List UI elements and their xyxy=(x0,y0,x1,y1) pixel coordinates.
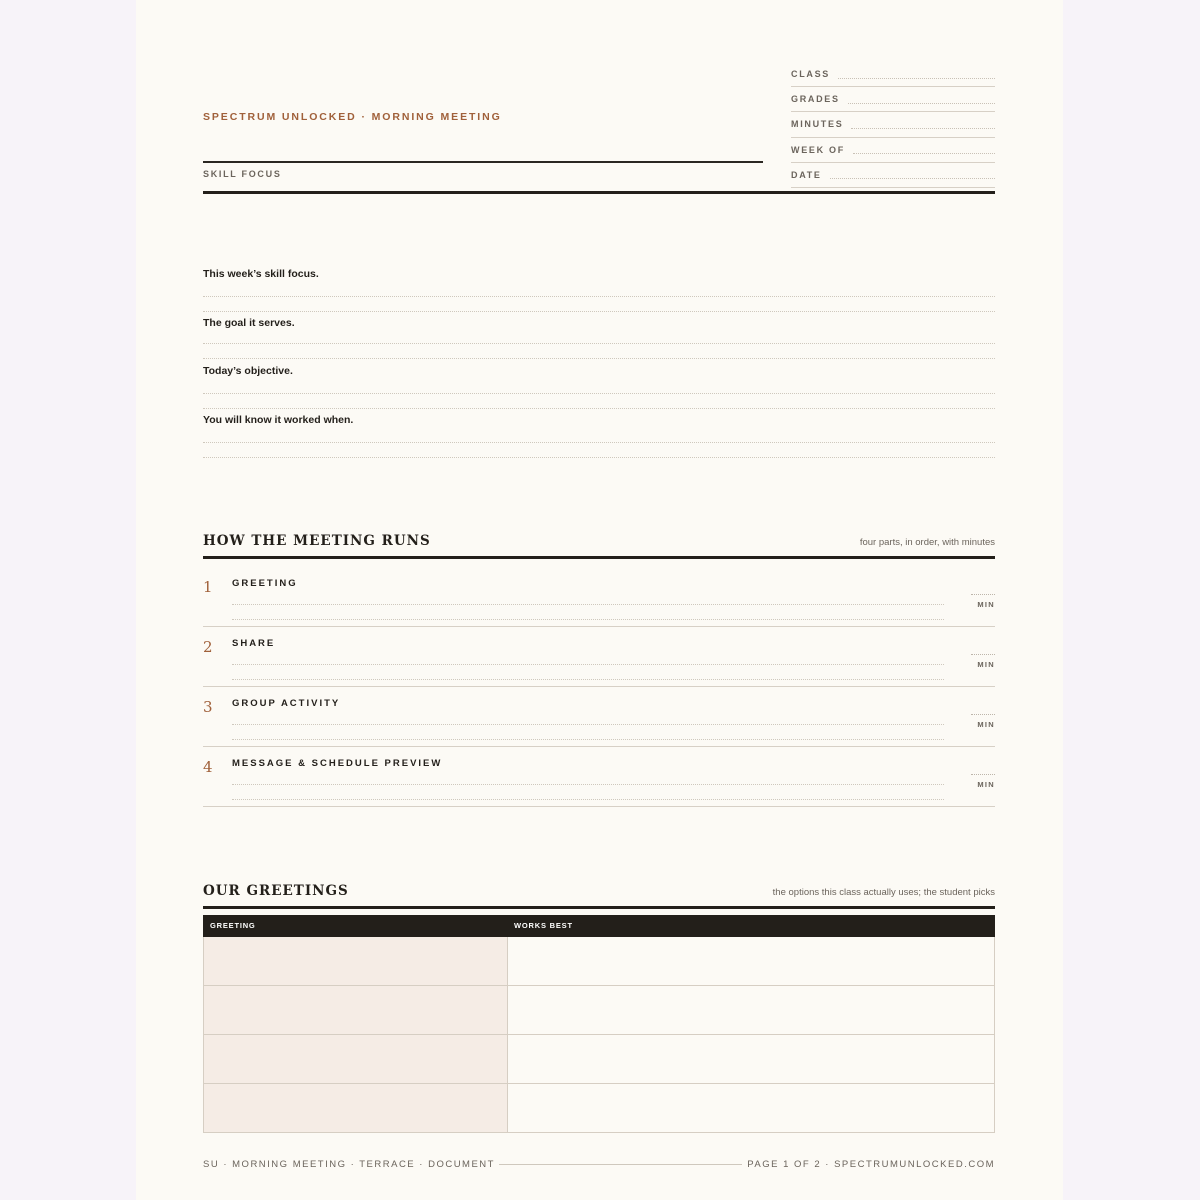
table-row xyxy=(203,1084,995,1133)
prompt-goal[interactable] xyxy=(203,317,995,359)
minutes-label: MIN xyxy=(977,720,995,729)
meta-field-grades[interactable] xyxy=(791,87,995,112)
meta-field-label: CLASS xyxy=(791,69,831,80)
section-note-meeting: four parts, in order, with minutes xyxy=(859,537,995,548)
meta-fields xyxy=(791,62,995,188)
footer-left: SU · MORNING MEETING · TERRACE · DOCUMENT xyxy=(203,1159,495,1170)
greeting-cell[interactable] xyxy=(204,937,508,985)
minutes-label: MIN xyxy=(977,780,995,789)
minutes-label: MIN xyxy=(977,600,995,609)
minutes-label: MIN xyxy=(977,660,995,669)
prompt-skill-focus[interactable] xyxy=(203,268,995,312)
works-best-cell[interactable] xyxy=(508,986,994,1034)
prompt-question: This week’s skill focus. xyxy=(203,268,319,280)
works-best-cell[interactable] xyxy=(508,937,994,985)
brand-eyebrow: SPECTRUM UNLOCKED · MORNING MEETING xyxy=(203,111,502,123)
meta-field-week-of[interactable] xyxy=(791,138,995,163)
meta-field-label: WEEK OF xyxy=(791,144,845,155)
table-row xyxy=(203,937,995,986)
greetings-table xyxy=(203,915,995,1133)
document-page xyxy=(136,0,1063,1200)
step-number: 1 xyxy=(203,578,213,596)
header-divider xyxy=(203,191,995,194)
section-title-greetings: OUR GREETINGS xyxy=(203,883,349,899)
meta-field-label: MINUTES xyxy=(791,119,844,130)
section-note-greetings: the options this class actually uses; the student picks xyxy=(772,887,995,898)
table-row xyxy=(203,1035,995,1084)
prompt-success-criteria[interactable] xyxy=(203,414,995,458)
step-row-share[interactable] xyxy=(203,626,995,687)
step-name: GROUP ACTIVITY xyxy=(232,698,341,709)
step-row-message[interactable] xyxy=(203,746,995,807)
step-row-group-activity[interactable] xyxy=(203,686,995,747)
minutes-field[interactable] xyxy=(971,654,995,655)
section-title-meeting: HOW THE MEETING RUNS xyxy=(203,533,431,549)
prompt-objective[interactable] xyxy=(203,365,995,409)
greeting-cell[interactable] xyxy=(204,986,508,1034)
meta-field-date[interactable] xyxy=(791,163,995,188)
step-row-greeting[interactable] xyxy=(203,566,995,627)
column-header-greeting: GREETING xyxy=(210,921,256,930)
step-name: MESSAGE & SCHEDULE PREVIEW xyxy=(232,758,443,769)
step-number: 4 xyxy=(203,758,213,776)
step-name: SHARE xyxy=(232,638,276,649)
table-header xyxy=(203,915,995,937)
step-name: GREETING xyxy=(232,578,298,589)
title-line xyxy=(203,161,763,163)
prompt-question: Today’s objective. xyxy=(203,365,293,377)
prompt-question: You will know it worked when. xyxy=(203,414,354,426)
skill-focus-label: SKILL FOCUS xyxy=(203,169,282,179)
step-number: 2 xyxy=(203,638,213,656)
meta-field-class[interactable] xyxy=(791,62,995,87)
table-row xyxy=(203,986,995,1035)
meta-field-minutes[interactable] xyxy=(791,112,995,137)
footer-divider xyxy=(499,1164,742,1165)
minutes-field[interactable] xyxy=(971,774,995,775)
prompt-question: The goal it serves. xyxy=(203,317,295,329)
greeting-cell[interactable] xyxy=(204,1035,508,1083)
footer-right: PAGE 1 OF 2 · SPECTRUMUNLOCKED.COM xyxy=(747,1159,995,1170)
greeting-cell[interactable] xyxy=(204,1084,508,1132)
column-header-works-best: WORKS BEST xyxy=(514,921,573,930)
meta-field-label: DATE xyxy=(791,169,822,180)
step-number: 3 xyxy=(203,698,213,716)
section-divider xyxy=(203,906,995,909)
section-divider xyxy=(203,556,995,559)
minutes-field[interactable] xyxy=(971,714,995,715)
meta-field-label: GRADES xyxy=(791,94,840,105)
works-best-cell[interactable] xyxy=(508,1084,994,1132)
works-best-cell[interactable] xyxy=(508,1035,994,1083)
minutes-field[interactable] xyxy=(971,594,995,595)
